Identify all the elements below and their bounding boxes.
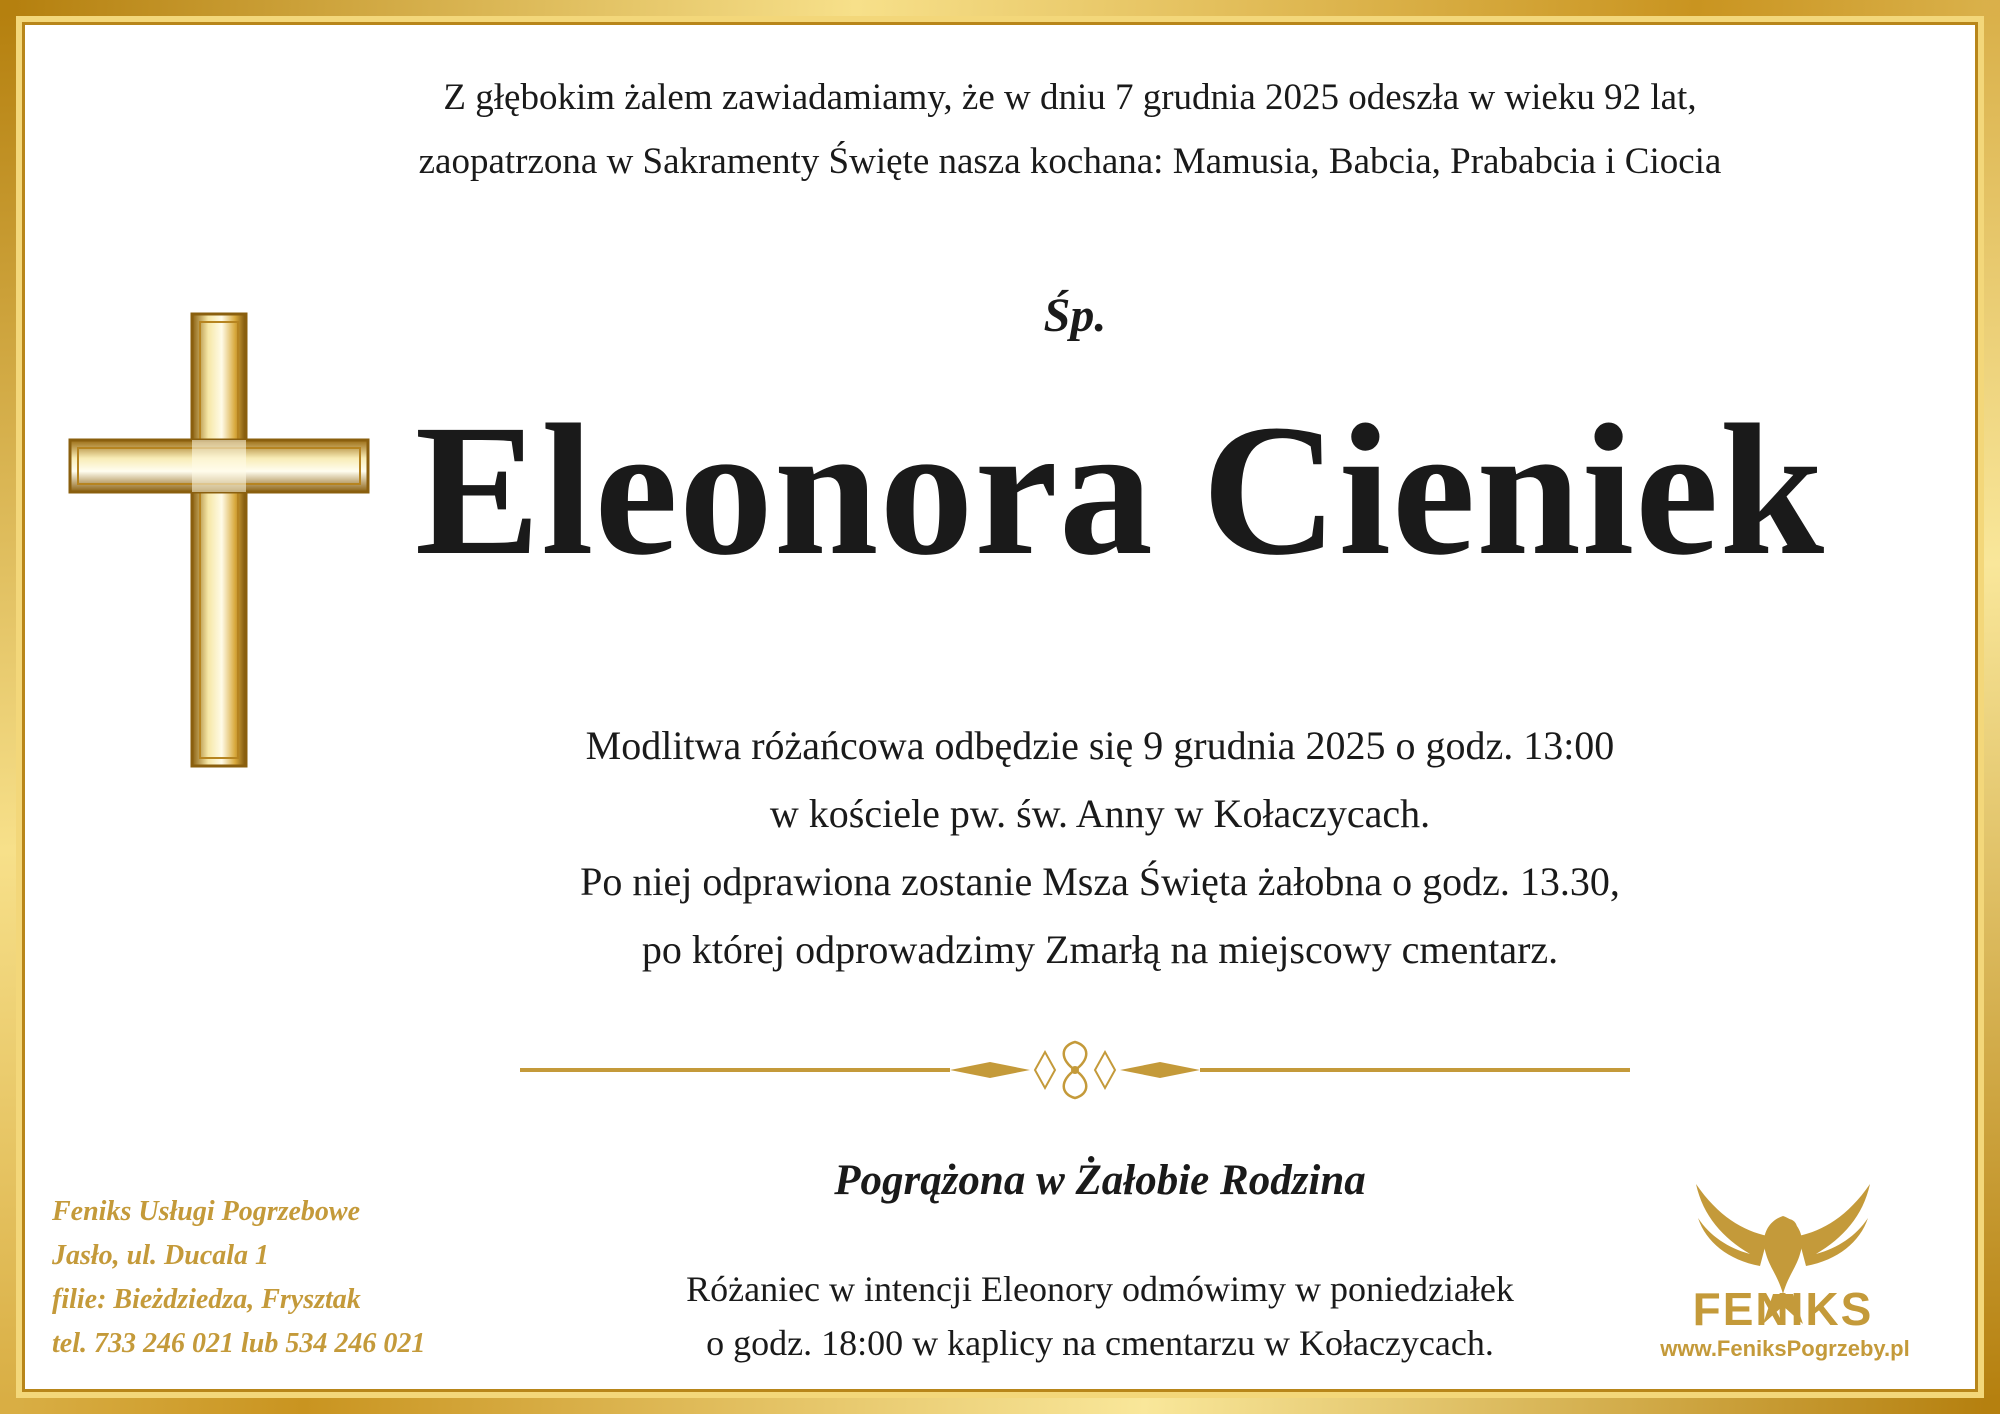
intro-text [300, 66, 1840, 194]
rosary-line-1: Różaniec w intencji Eleonory odmówimy w poniedziałek [686, 1269, 1514, 1309]
company-info [52, 1190, 425, 1366]
deceased-name: Eleonora Cieniek [414, 385, 1826, 594]
ornament-divider [520, 1040, 1630, 1100]
rosary-info [560, 1262, 1640, 1370]
service-line-2: w kościele pw. św. Anny w Kołaczycach. [769, 791, 1431, 836]
service-info [400, 712, 1800, 984]
prefix-sp: Śp. [1043, 289, 1107, 342]
family-signature: Pogrążona w Żałobie Rodzina [834, 1157, 1366, 1204]
intro-line-2: zaopatrzona w Sakramenty Święte nasza kochana: Mamusia, Babcia, Prababcia i Ciocia [418, 141, 1722, 182]
company-branches: filie: Bieżdziedza, Frysztak [52, 1284, 361, 1315]
intro-line-1: Z głębokim żalem zawiadamiamy, że w dniu 7 grudnia 2025 odeszła w wieku 92 lat, [443, 77, 1697, 118]
company-phone: tel. 733 246 021 lub 534 246 021 [52, 1328, 426, 1359]
cross-icon [66, 310, 372, 770]
service-line-4: po której odprowadzimy Zmarłą na miejscowy cmentarz. [641, 927, 1559, 972]
company-name: Feniks Usługi Pogrzebowe [52, 1196, 361, 1227]
company-address: Jasło, ul. Ducala 1 [52, 1240, 270, 1271]
rosary-line-2: o godz. 18:00 w kaplicy na cmentarzu w Kołaczycach. [706, 1323, 1494, 1363]
service-line-3: Po niej odprawiona zostanie Msza Święta żałobna o godz. 13.30, [580, 859, 1620, 904]
logo-brand: FENIKS [1692, 1283, 1874, 1335]
logo-url: www.FeniksPogrzeby.pl [1660, 1336, 1910, 1361]
service-line-1: Modlitwa różańcowa odbędzie się 9 grudnia 2025 o godz. 13:00 [585, 723, 1615, 768]
